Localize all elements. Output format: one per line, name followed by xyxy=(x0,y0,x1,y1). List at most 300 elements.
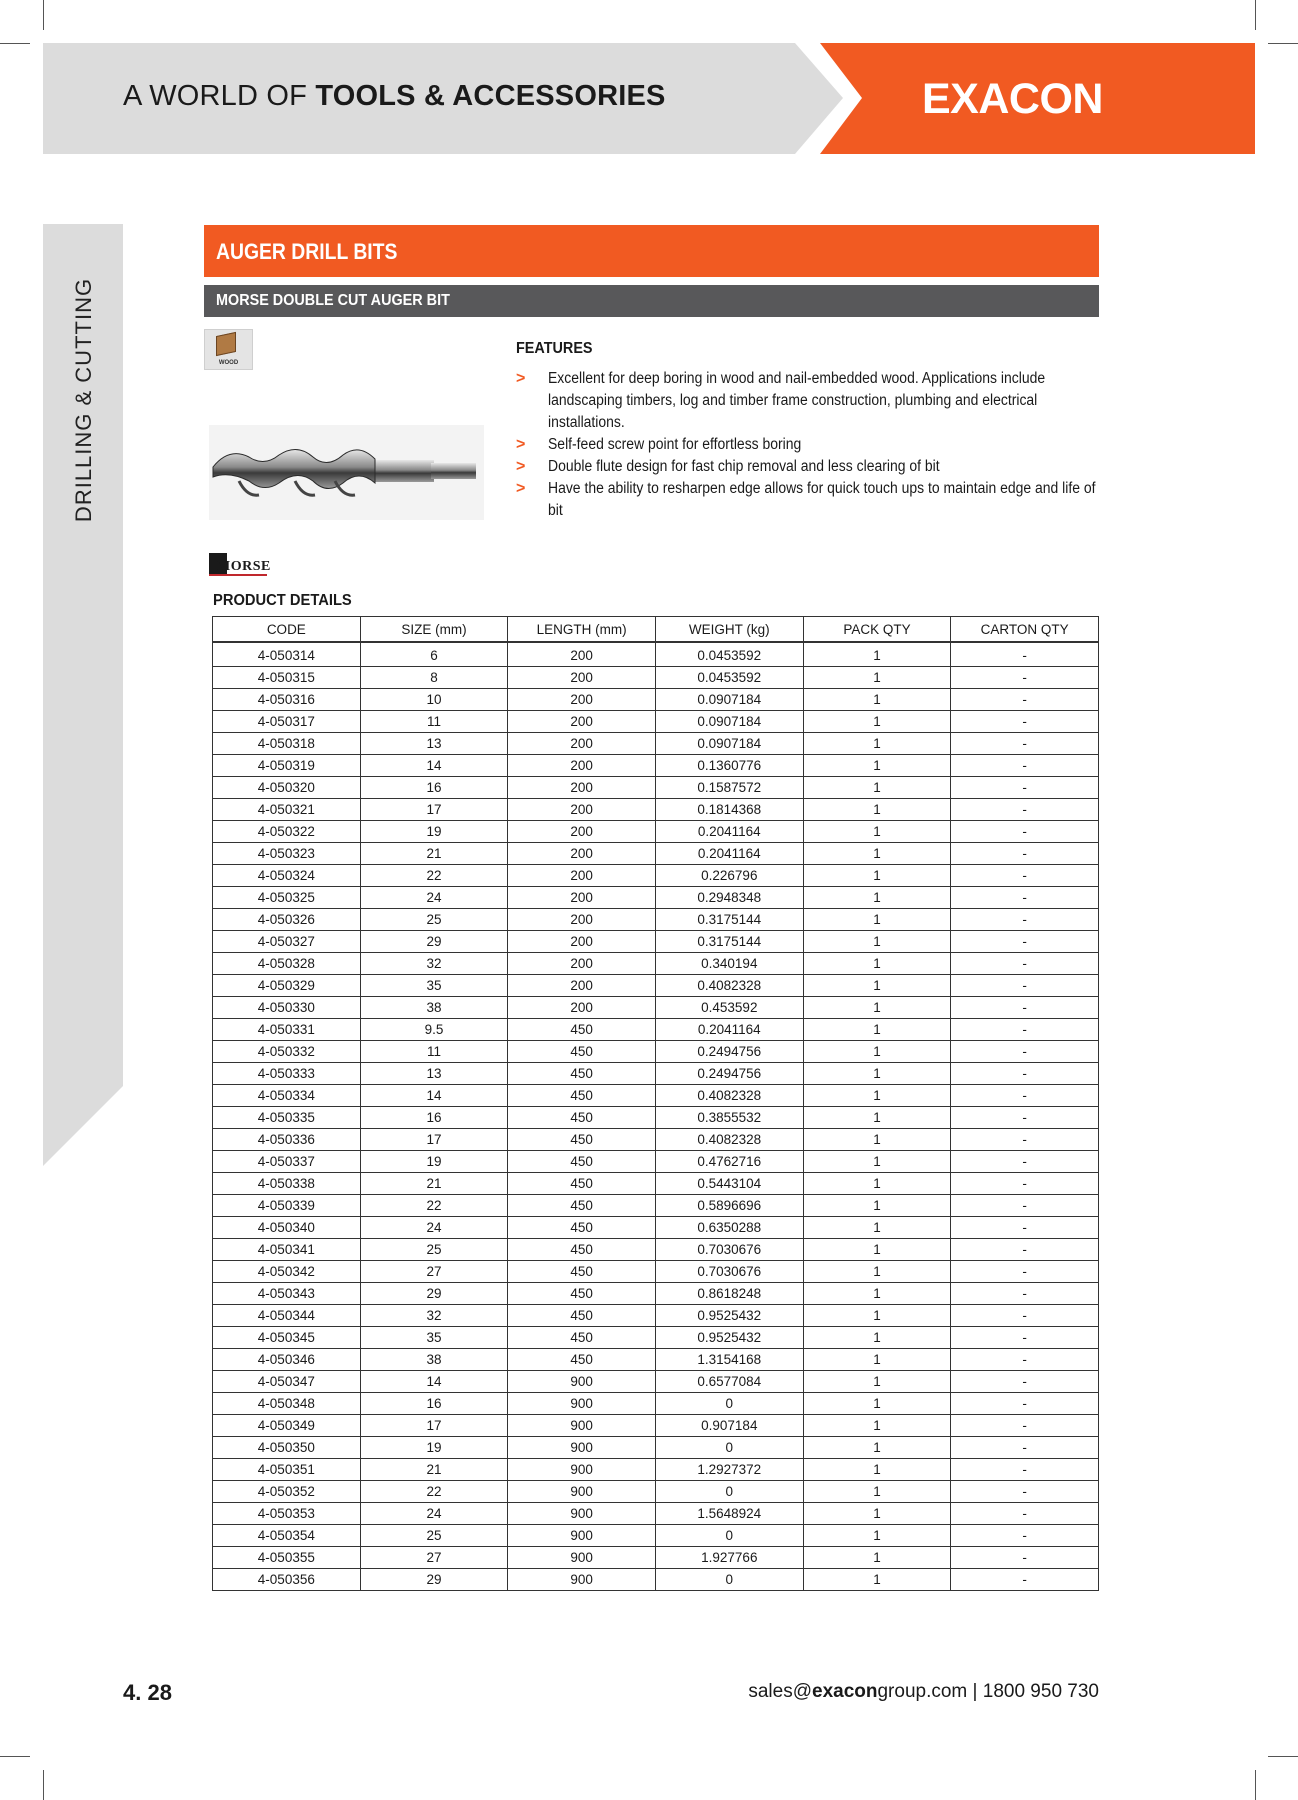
table-cell: 8 xyxy=(360,667,508,689)
table-cell: 1 xyxy=(803,711,951,733)
table-cell: - xyxy=(951,1063,1099,1085)
table-cell: 0.7030676 xyxy=(655,1239,803,1261)
table-cell: 1 xyxy=(803,1481,951,1503)
table-cell: 1 xyxy=(803,1525,951,1547)
table-cell: 900 xyxy=(508,1547,656,1569)
table-cell: 4-050352 xyxy=(213,1481,361,1503)
arrow-icon: > xyxy=(516,436,526,453)
table-row xyxy=(213,931,1099,953)
crop-mark xyxy=(0,1756,30,1757)
table-row xyxy=(213,755,1099,777)
table-cell: 35 xyxy=(360,975,508,997)
table-cell: 4-050321 xyxy=(213,799,361,821)
table-cell: - xyxy=(951,1239,1099,1261)
table-cell: - xyxy=(951,887,1099,909)
table-cell: 0.0907184 xyxy=(655,689,803,711)
table-cell: 0 xyxy=(655,1525,803,1547)
table-row xyxy=(213,843,1099,865)
table-cell: 1 xyxy=(803,733,951,755)
table-cell: - xyxy=(951,777,1099,799)
table-cell: 0.1360776 xyxy=(655,755,803,777)
table-cell: 1 xyxy=(803,1349,951,1371)
table-cell: 200 xyxy=(508,865,656,887)
table-row xyxy=(213,1151,1099,1173)
table-cell: 4-050328 xyxy=(213,953,361,975)
bit-hex-end xyxy=(431,463,476,479)
table-cell: 0.1587572 xyxy=(655,777,803,799)
table-cell: 0 xyxy=(655,1437,803,1459)
table-cell: - xyxy=(951,865,1099,887)
table-row xyxy=(213,1129,1099,1151)
table-cell: 900 xyxy=(508,1569,656,1591)
table-row xyxy=(213,1525,1099,1547)
table-cell: 0.4082328 xyxy=(655,1085,803,1107)
table-cell: - xyxy=(951,1415,1099,1437)
features-list xyxy=(516,368,1106,522)
table-cell: - xyxy=(951,1217,1099,1239)
table-cell: 450 xyxy=(508,1283,656,1305)
header-title-bold: TOOLS & ACCESSORIES xyxy=(315,80,666,112)
arrow-icon: > xyxy=(516,370,526,387)
table-cell: 1 xyxy=(803,1085,951,1107)
table-cell: 25 xyxy=(360,1525,508,1547)
table-cell: 900 xyxy=(508,1437,656,1459)
table-cell: 900 xyxy=(508,1393,656,1415)
table-cell: 21 xyxy=(360,1459,508,1481)
table-cell: 200 xyxy=(508,953,656,975)
table-cell: 14 xyxy=(360,755,508,777)
table-cell: 0.2494756 xyxy=(655,1063,803,1085)
table-cell: 4-050317 xyxy=(213,711,361,733)
table-cell: 200 xyxy=(508,821,656,843)
email-suffix: group.com xyxy=(877,1681,968,1702)
table-row xyxy=(213,711,1099,733)
table-row xyxy=(213,642,1099,667)
footer-separator: | xyxy=(967,1681,983,1702)
table-cell: 4-050326 xyxy=(213,909,361,931)
table-row xyxy=(213,1107,1099,1129)
table-cell: 4-050342 xyxy=(213,1261,361,1283)
table-cell: 10 xyxy=(360,689,508,711)
table-cell: 1 xyxy=(803,953,951,975)
table-cell: - xyxy=(951,1525,1099,1547)
table-cell: 1 xyxy=(803,865,951,887)
table-cell: 4-050336 xyxy=(213,1129,361,1151)
table-cell: 1 xyxy=(803,799,951,821)
brand-logo: EXACON xyxy=(922,75,1103,123)
table-cell: 13 xyxy=(360,1063,508,1085)
table-cell: 38 xyxy=(360,1349,508,1371)
table-cell: 27 xyxy=(360,1261,508,1283)
table-cell: 450 xyxy=(508,1261,656,1283)
table-cell: 450 xyxy=(508,1107,656,1129)
table-cell: 0 xyxy=(655,1569,803,1591)
table-cell: 4-050314 xyxy=(213,642,361,667)
product-details-title: PRODUCT DETAILS xyxy=(213,592,352,609)
crop-mark xyxy=(1255,0,1256,30)
table-cell: 4-050320 xyxy=(213,777,361,799)
table-cell: 32 xyxy=(360,1305,508,1327)
table-cell: 4-050325 xyxy=(213,887,361,909)
table-cell: 200 xyxy=(508,689,656,711)
table-cell: 27 xyxy=(360,1547,508,1569)
table-cell: 4-050340 xyxy=(213,1217,361,1239)
auger-bit-drawing xyxy=(209,425,484,520)
table-cell: 4-050332 xyxy=(213,1041,361,1063)
table-cell: 1 xyxy=(803,909,951,931)
table-cell: - xyxy=(951,689,1099,711)
email-bold: exacon xyxy=(812,1681,878,1702)
table-cell: 1 xyxy=(803,1217,951,1239)
table-cell: 450 xyxy=(508,1239,656,1261)
table-cell: 4-050319 xyxy=(213,755,361,777)
table-cell: 0.4082328 xyxy=(655,1129,803,1151)
table-cell: 0.6350288 xyxy=(655,1217,803,1239)
table-cell: 450 xyxy=(508,1195,656,1217)
table-cell: - xyxy=(951,1261,1099,1283)
table-cell: 24 xyxy=(360,887,508,909)
table-cell: - xyxy=(951,711,1099,733)
table-cell: 450 xyxy=(508,1041,656,1063)
table-cell: 450 xyxy=(508,1217,656,1239)
table-cell: 22 xyxy=(360,1195,508,1217)
table-cell: 4-050344 xyxy=(213,1305,361,1327)
table-row xyxy=(213,975,1099,997)
table-cell: 4-050323 xyxy=(213,843,361,865)
feature-item xyxy=(516,478,1106,522)
table-row xyxy=(213,689,1099,711)
table-cell: 1 xyxy=(803,975,951,997)
column-header: WEIGHT (kg) xyxy=(655,617,803,643)
table-cell: 0.0453592 xyxy=(655,642,803,667)
table-cell: 450 xyxy=(508,1151,656,1173)
feature-item xyxy=(516,368,1106,434)
crop-mark xyxy=(1268,1756,1298,1757)
table-cell: 1 xyxy=(803,755,951,777)
table-cell: 0.2041164 xyxy=(655,1019,803,1041)
table-cell: - xyxy=(951,667,1099,689)
table-cell: - xyxy=(951,1547,1099,1569)
table-cell: 1 xyxy=(803,843,951,865)
table-cell: 1.3154168 xyxy=(655,1349,803,1371)
crop-mark xyxy=(0,43,30,44)
table-cell: 4-050345 xyxy=(213,1327,361,1349)
table-cell: 0.9525432 xyxy=(655,1327,803,1349)
morse-logo xyxy=(209,553,271,576)
table-cell: 21 xyxy=(360,843,508,865)
column-header: SIZE (mm) xyxy=(360,617,508,643)
features-title: FEATURES xyxy=(516,340,593,357)
table-cell: 0.4082328 xyxy=(655,975,803,997)
table-row xyxy=(213,1195,1099,1217)
table-cell: 4-050341 xyxy=(213,1239,361,1261)
table-cell: 22 xyxy=(360,1481,508,1503)
table-cell: 1 xyxy=(803,689,951,711)
page-number: 4. 28 xyxy=(123,1680,172,1705)
table-cell: - xyxy=(951,1107,1099,1129)
table-cell: 1 xyxy=(803,1063,951,1085)
table-cell: 4-050330 xyxy=(213,997,361,1019)
table-cell: 1 xyxy=(803,1173,951,1195)
table-row xyxy=(213,667,1099,689)
column-header: PACK QTY xyxy=(803,617,951,643)
crop-mark xyxy=(1255,1770,1256,1800)
table-cell: - xyxy=(951,1393,1099,1415)
table-cell: 1.5648924 xyxy=(655,1503,803,1525)
table-row xyxy=(213,1261,1099,1283)
table-cell: 200 xyxy=(508,843,656,865)
header-title-prefix: A WORLD OF xyxy=(123,80,316,112)
table-cell: 16 xyxy=(360,1393,508,1415)
table-cell: 200 xyxy=(508,887,656,909)
table-cell: - xyxy=(951,931,1099,953)
wood-block-icon xyxy=(216,332,236,356)
table-cell: 4-050338 xyxy=(213,1173,361,1195)
table-cell: - xyxy=(951,1459,1099,1481)
table-cell: 24 xyxy=(360,1217,508,1239)
table-cell: 4-050333 xyxy=(213,1063,361,1085)
table-cell: 4-050350 xyxy=(213,1437,361,1459)
table-cell: 900 xyxy=(508,1459,656,1481)
bit-shank xyxy=(374,460,434,482)
table-cell: 1 xyxy=(803,777,951,799)
table-cell: 0.0907184 xyxy=(655,711,803,733)
table-cell: 6 xyxy=(360,642,508,667)
feature-item xyxy=(516,434,1106,456)
feature-text: Double flute design for fast chip removal and less clearing of bit xyxy=(548,458,940,475)
table-cell: 17 xyxy=(360,1415,508,1437)
table-cell: 900 xyxy=(508,1481,656,1503)
table-cell: 1 xyxy=(803,821,951,843)
table-cell: 1 xyxy=(803,1415,951,1437)
table-cell: 4-050334 xyxy=(213,1085,361,1107)
table-cell: 0.3855532 xyxy=(655,1107,803,1129)
table-cell: - xyxy=(951,1151,1099,1173)
table-cell: 1 xyxy=(803,1239,951,1261)
table-row xyxy=(213,909,1099,931)
table-row xyxy=(213,1305,1099,1327)
table-cell: 29 xyxy=(360,1283,508,1305)
table-cell: 16 xyxy=(360,777,508,799)
table-cell: 4-050343 xyxy=(213,1283,361,1305)
table-cell: - xyxy=(951,953,1099,975)
table-cell: 450 xyxy=(508,1327,656,1349)
table-cell: 450 xyxy=(508,1305,656,1327)
table-cell: - xyxy=(951,1019,1099,1041)
side-tab-label: DRILLING & CUTTING xyxy=(71,277,96,523)
table-cell: 0.3175144 xyxy=(655,909,803,931)
table-cell: 1.2927372 xyxy=(655,1459,803,1481)
table-cell: 1 xyxy=(803,667,951,689)
table-cell: 1 xyxy=(803,1151,951,1173)
table-cell: - xyxy=(951,1129,1099,1151)
table-cell: - xyxy=(951,1437,1099,1459)
table-cell: 0.1814368 xyxy=(655,799,803,821)
table-cell: 1 xyxy=(803,887,951,909)
table-cell: - xyxy=(951,1503,1099,1525)
table-cell: 0.2041164 xyxy=(655,843,803,865)
table-cell: 1 xyxy=(803,1305,951,1327)
column-header: CARTON QTY xyxy=(951,617,1099,643)
table-cell: 0.7030676 xyxy=(655,1261,803,1283)
table-cell: 1 xyxy=(803,1503,951,1525)
table-cell: 1.927766 xyxy=(655,1547,803,1569)
table-cell: - xyxy=(951,1041,1099,1063)
table-cell: 1 xyxy=(803,1129,951,1151)
table-cell: 900 xyxy=(508,1503,656,1525)
auger-bit-image xyxy=(209,425,484,520)
table-cell: 4-050315 xyxy=(213,667,361,689)
table-cell: 1 xyxy=(803,1547,951,1569)
feature-text: Excellent for deep boring in wood and nail-embedded wood. Applications include landscaping timbers, log and timber frame construction, plumbing and electrical installations. xyxy=(548,370,1046,431)
crop-mark xyxy=(43,0,44,30)
table-cell: 4-050318 xyxy=(213,733,361,755)
table-cell: 4-050327 xyxy=(213,931,361,953)
table-row xyxy=(213,1569,1099,1591)
table-cell: 11 xyxy=(360,1041,508,1063)
table-header-row xyxy=(213,617,1099,643)
table-cell: - xyxy=(951,1195,1099,1217)
table-cell: 200 xyxy=(508,711,656,733)
table-cell: 200 xyxy=(508,642,656,667)
wood-material-icon xyxy=(204,329,253,370)
table-cell: 0.9525432 xyxy=(655,1305,803,1327)
table-cell: - xyxy=(951,1569,1099,1591)
table-cell: 4-050354 xyxy=(213,1525,361,1547)
table-cell: - xyxy=(951,1305,1099,1327)
table-cell: 4-050322 xyxy=(213,821,361,843)
section-subtitle-bar xyxy=(204,285,1099,317)
table-cell: 0.0453592 xyxy=(655,667,803,689)
crop-mark xyxy=(1268,43,1298,44)
table-cell: 200 xyxy=(508,931,656,953)
table-cell: 0.3175144 xyxy=(655,931,803,953)
table-cell: - xyxy=(951,975,1099,997)
table-cell: 900 xyxy=(508,1371,656,1393)
table-cell: 9.5 xyxy=(360,1019,508,1041)
table-row xyxy=(213,1503,1099,1525)
table-cell: 450 xyxy=(508,1085,656,1107)
table-cell: 4-050356 xyxy=(213,1569,361,1591)
column-header: CODE xyxy=(213,617,361,643)
table-cell: 4-050331 xyxy=(213,1019,361,1041)
table-row xyxy=(213,1173,1099,1195)
table-cell: 900 xyxy=(508,1525,656,1547)
table-cell: 4-050351 xyxy=(213,1459,361,1481)
table-row xyxy=(213,1437,1099,1459)
table-cell: - xyxy=(951,1481,1099,1503)
email-prefix: sales@ xyxy=(748,1681,812,1702)
table-cell: 1 xyxy=(803,1569,951,1591)
table-cell: 1 xyxy=(803,642,951,667)
table-cell: 0.226796 xyxy=(655,865,803,887)
table-row xyxy=(213,733,1099,755)
table-cell: 0.453592 xyxy=(655,997,803,1019)
table-cell: - xyxy=(951,1371,1099,1393)
table-cell: 38 xyxy=(360,997,508,1019)
feature-text: Have the ability to resharpen edge allows for quick touch ups to maintain edge and life of bit xyxy=(548,480,1096,519)
table-cell: 200 xyxy=(508,909,656,931)
table-cell: - xyxy=(951,997,1099,1019)
section-title: AUGER DRILL BITS xyxy=(216,239,398,264)
table-cell: 25 xyxy=(360,909,508,931)
table-cell: - xyxy=(951,1173,1099,1195)
table-cell: 0.2494756 xyxy=(655,1041,803,1063)
table-cell: - xyxy=(951,909,1099,931)
table-cell: - xyxy=(951,799,1099,821)
table-cell: 900 xyxy=(508,1415,656,1437)
table-cell: 4-050337 xyxy=(213,1151,361,1173)
table-cell: 0.2041164 xyxy=(655,821,803,843)
table-row xyxy=(213,1415,1099,1437)
table-cell: 14 xyxy=(360,1085,508,1107)
table-cell: - xyxy=(951,755,1099,777)
table-cell: 1 xyxy=(803,1041,951,1063)
table-cell: 1 xyxy=(803,1019,951,1041)
table-cell: 200 xyxy=(508,997,656,1019)
table-cell: 0.340194 xyxy=(655,953,803,975)
table-cell: 1 xyxy=(803,997,951,1019)
wood-icon-label: WOOD xyxy=(218,360,239,366)
table-row xyxy=(213,1327,1099,1349)
table-cell: - xyxy=(951,843,1099,865)
table-row xyxy=(213,1349,1099,1371)
table-cell: 13 xyxy=(360,733,508,755)
table-row xyxy=(213,997,1099,1019)
table-cell: 0.8618248 xyxy=(655,1283,803,1305)
table-cell: 4-050348 xyxy=(213,1393,361,1415)
table-cell: 200 xyxy=(508,755,656,777)
table-cell: - xyxy=(951,821,1099,843)
table-cell: 29 xyxy=(360,931,508,953)
table-cell: 0.4762716 xyxy=(655,1151,803,1173)
table-cell: - xyxy=(951,642,1099,667)
table-cell: 0.0907184 xyxy=(655,733,803,755)
table-cell: 1 xyxy=(803,1437,951,1459)
table-cell: 1 xyxy=(803,1261,951,1283)
table-cell: 1 xyxy=(803,1283,951,1305)
table-cell: 4-050353 xyxy=(213,1503,361,1525)
table-cell: 4-050329 xyxy=(213,975,361,997)
table-cell: 4-050346 xyxy=(213,1349,361,1371)
table-cell: 16 xyxy=(360,1107,508,1129)
table-row xyxy=(213,1393,1099,1415)
table-body xyxy=(213,642,1099,1591)
table-cell: 1 xyxy=(803,1195,951,1217)
table-cell: 450 xyxy=(508,1019,656,1041)
table-row xyxy=(213,1239,1099,1261)
table-cell: 19 xyxy=(360,1151,508,1173)
section-subtitle: MORSE DOUBLE CUT AUGER BIT xyxy=(216,292,450,309)
table-cell: 17 xyxy=(360,799,508,821)
table-row xyxy=(213,1459,1099,1481)
table-cell: 21 xyxy=(360,1173,508,1195)
table-cell: 14 xyxy=(360,1371,508,1393)
phone-number: 1800 950 730 xyxy=(982,1681,1099,1702)
table-row xyxy=(213,1063,1099,1085)
table-row xyxy=(213,1283,1099,1305)
table-cell: 4-050355 xyxy=(213,1547,361,1569)
table-row xyxy=(213,887,1099,909)
feature-text: Self-feed screw point for effortless boring xyxy=(548,436,802,453)
table-cell: 450 xyxy=(508,1063,656,1085)
column-header: LENGTH (mm) xyxy=(508,617,656,643)
table-cell: 22 xyxy=(360,865,508,887)
table-row xyxy=(213,1085,1099,1107)
table-cell: 1 xyxy=(803,1327,951,1349)
table-cell: 200 xyxy=(508,777,656,799)
table-row xyxy=(213,1481,1099,1503)
